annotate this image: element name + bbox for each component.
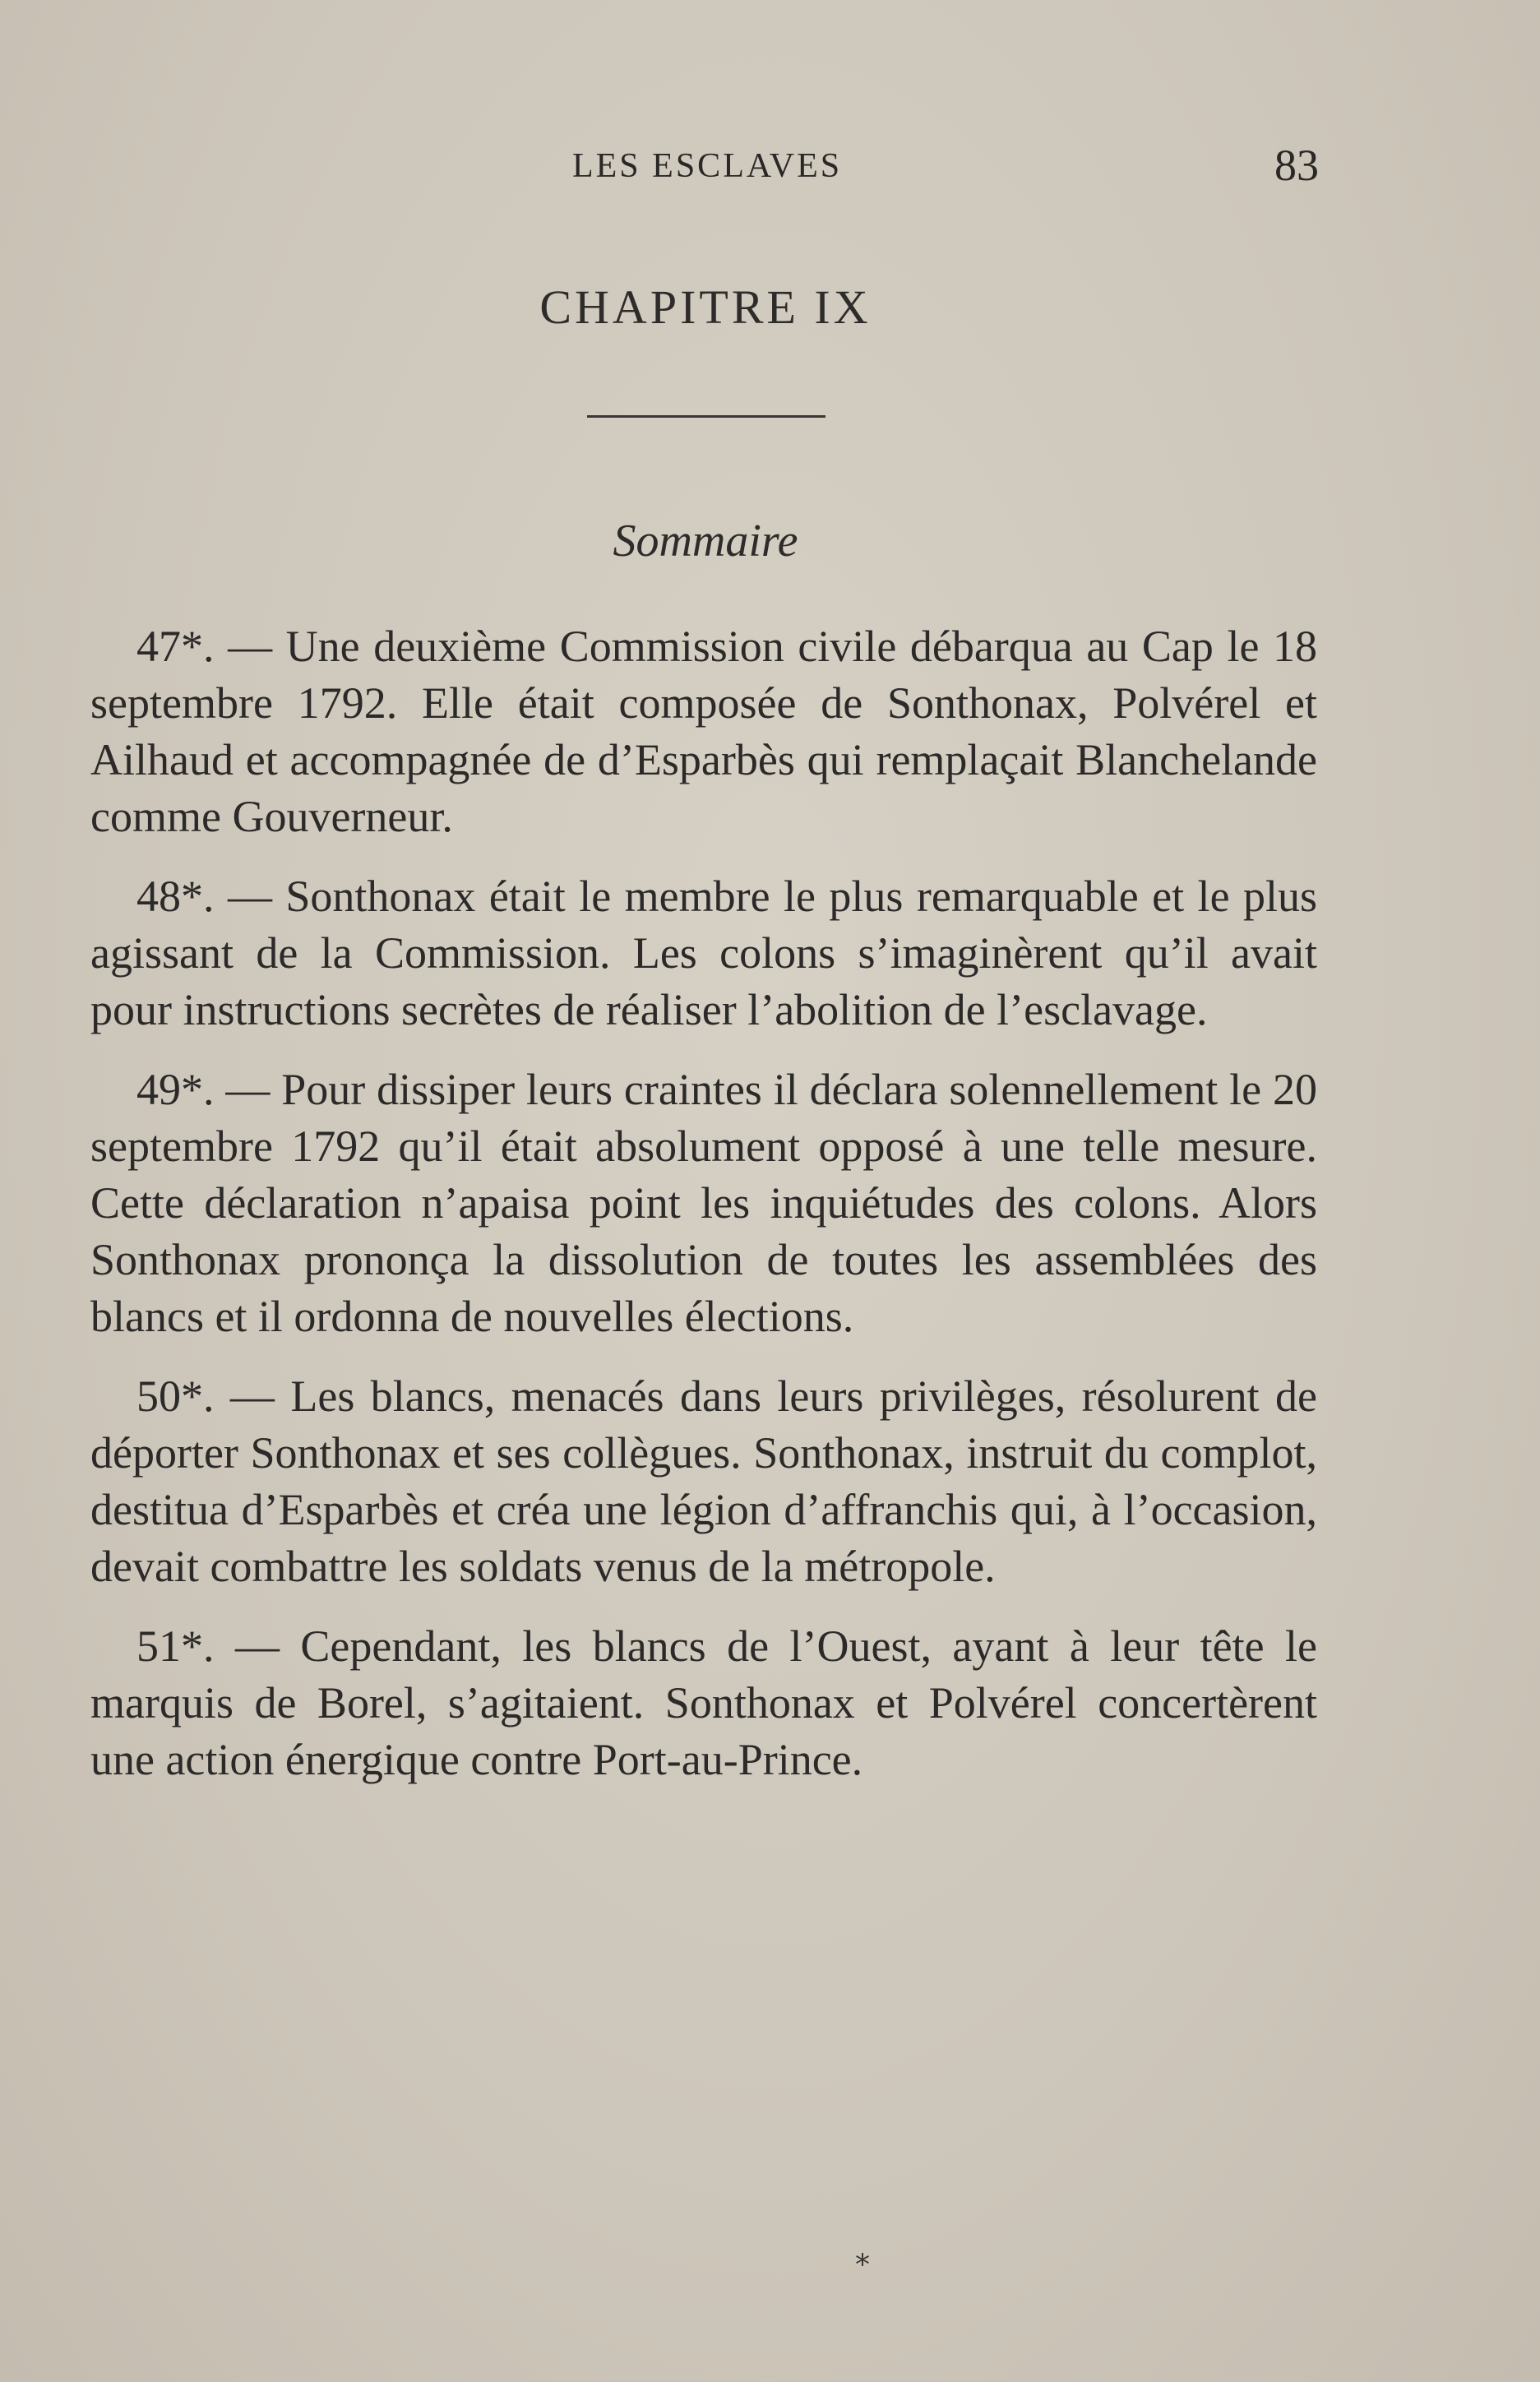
chapter-title: CHAPITRE IX — [539, 280, 872, 334]
paragraph-48: 48*. — Sonthonax était le membre le plus remarquable et le plus agissant de la Commission. Les colons s’imaginèrent qu’il avait pour instructions secrètes de réaliser l’abolition de l’esclavage. — [90, 872, 1317, 1034]
running-title: LES ESCLAVES — [572, 147, 843, 185]
paragraph-51: 51*. — Cependant, les blancs de l’Ouest, ayant à leur tête le marquis de Borel, s’agitaient. Sonthonax et Polvérel concertèrent une action énergique contre Port-au-Prince. — [90, 1621, 1317, 1784]
paragraph-47: 47*. — Une deuxième Commission civile débarqua au Cap le 18 septembre 1792. Elle était composée de Sonthonax, Polvérel et Ailhaud et accompagnée de d’Esparbès qui remplaçait Blanchelande comme Gouverneur. — [90, 622, 1317, 841]
body-text — [90, 618, 1317, 1811]
page-number: 83 — [1274, 141, 1319, 190]
summary-heading: Sommaire — [613, 516, 798, 567]
divider-rule — [587, 415, 825, 418]
running-head — [0, 140, 1540, 189]
paragraph-50: 50*. — Les blancs, menacés dans leurs privilèges, résolurent de déporter Sonthonax et ses collègues. Sonthonax, instruit du complot, destitua d’Esparbès et créa une légion d’affranchis qui, à l’occasion, devait combattre les soldats venus de la métropole. — [90, 1371, 1317, 1591]
footer-mark: ⁎ — [855, 2239, 870, 2272]
paragraph-49: 49*. — Pour dissiper leurs craintes il déclara solennellement le 20 septembre 1792 qu’il était absolument opposé à une telle mesure. Cette déclaration n’apaisa point les inquiétudes des colons. Alors Sonthonax prononça la dissolution de toutes les assemblées des blancs et il ordonna de nouvelles élections. — [90, 1065, 1317, 1341]
